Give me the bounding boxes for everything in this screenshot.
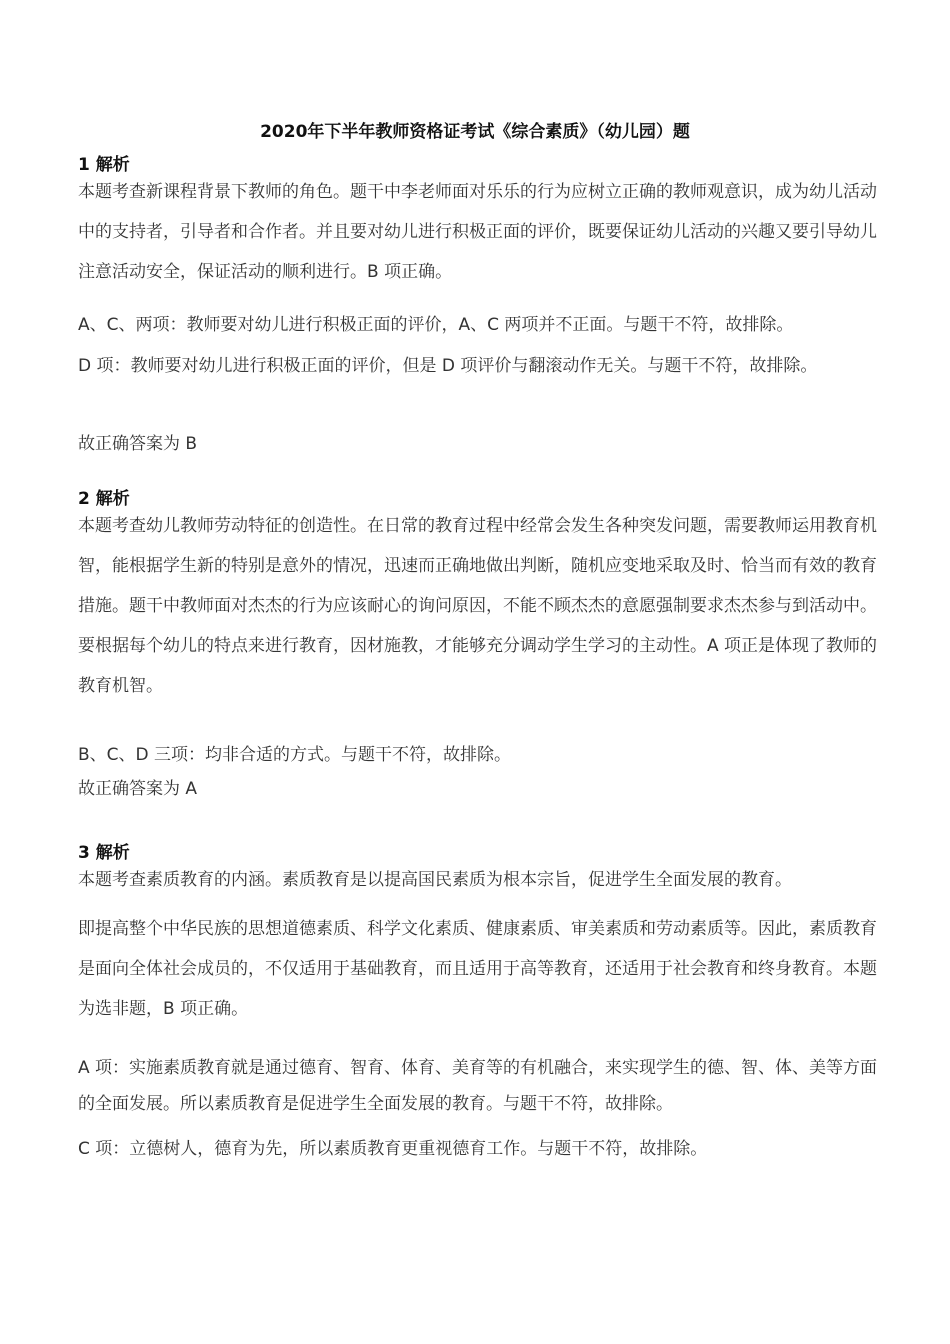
section-heading: 1 解析 [78, 155, 130, 175]
section-paragraph: B、C、D 三项：均非合适的方式。与题干不符，故排除。 [78, 745, 512, 765]
answer-line: 故正确答案为 A [78, 779, 198, 799]
section-heading: 3 解析 [78, 843, 130, 863]
section-paragraph: D 项：教师要对幼儿进行积极正面的评价，但是 D 项评价与翻滚动作无关。与题干不符，故排除。 [78, 356, 818, 376]
section-paragraph: 本题考查幼儿教师劳动特征的创造性。在日常的教育过程中经常会发生各种突发问题，需要教师运用教育机智，能根据学生新的特别是意外的情况，迅速而正确地做出判断，随机应变地采取及时、恰当而有效的教育措施。题干中教师面对杰杰的行为应该耐心的询问原因，不能不顾杰杰的意愿强制要求杰杰参与到活动中。要根据每个幼儿的特点来进行教育，因材施教，才能够充分调动学生学习的主动性。A 项正是体现了教师的教育机智。 [78, 516, 878, 696]
section-paragraph: 本题考查素质教育的内涵。素质教育是以提高国民素质为根本宗旨，促进学生全面发展的教育。 [78, 870, 792, 890]
section-heading: 2 解析 [78, 489, 130, 509]
document-title: 2020年下半年教师资格证考试《综合素质》（幼儿园）题 [260, 122, 690, 142]
section-paragraph: A、C、两项：教师要对幼儿进行积极正面的评价，A、C 两项并不正面。与题干不符，故排除。 [78, 315, 794, 335]
answer-line: 故正确答案为 B [78, 434, 198, 454]
section-paragraph: A 项：实施素质教育就是通过德育、智育、体育、美育等的有机融合，来实现学生的德、智、体、美等方面的全面发展。所以素质教育是促进学生全面发展的教育。与题干不符，故排除。 [78, 1058, 878, 1114]
section-paragraph: 即提高整个中华民族的思想道德素质、科学文化素质、健康素质、审美素质和劳动素质等。因此，素质教育是面向全体社会成员的，不仅适用于基础教育，而且适用于高等教育，还适用于社会教育和终身教育。本题为选非题，B 项正确。 [78, 919, 877, 1019]
section-paragraph: 本题考查新课程背景下教师的角色。题干中李老师面对乐乐的行为应树立正确的教师观意识，成为幼儿活动中的支持者，引导者和合作者。并且要对幼儿进行积极正面的评价，既要保证幼儿活动的兴趣又要引导幼儿注意活动安全，保证活动的顺利进行。B 项正确。 [78, 182, 877, 282]
section-paragraph: C 项：立德树人，德育为先，所以素质教育更重视德育工作。与题干不符，故排除。 [78, 1139, 708, 1159]
